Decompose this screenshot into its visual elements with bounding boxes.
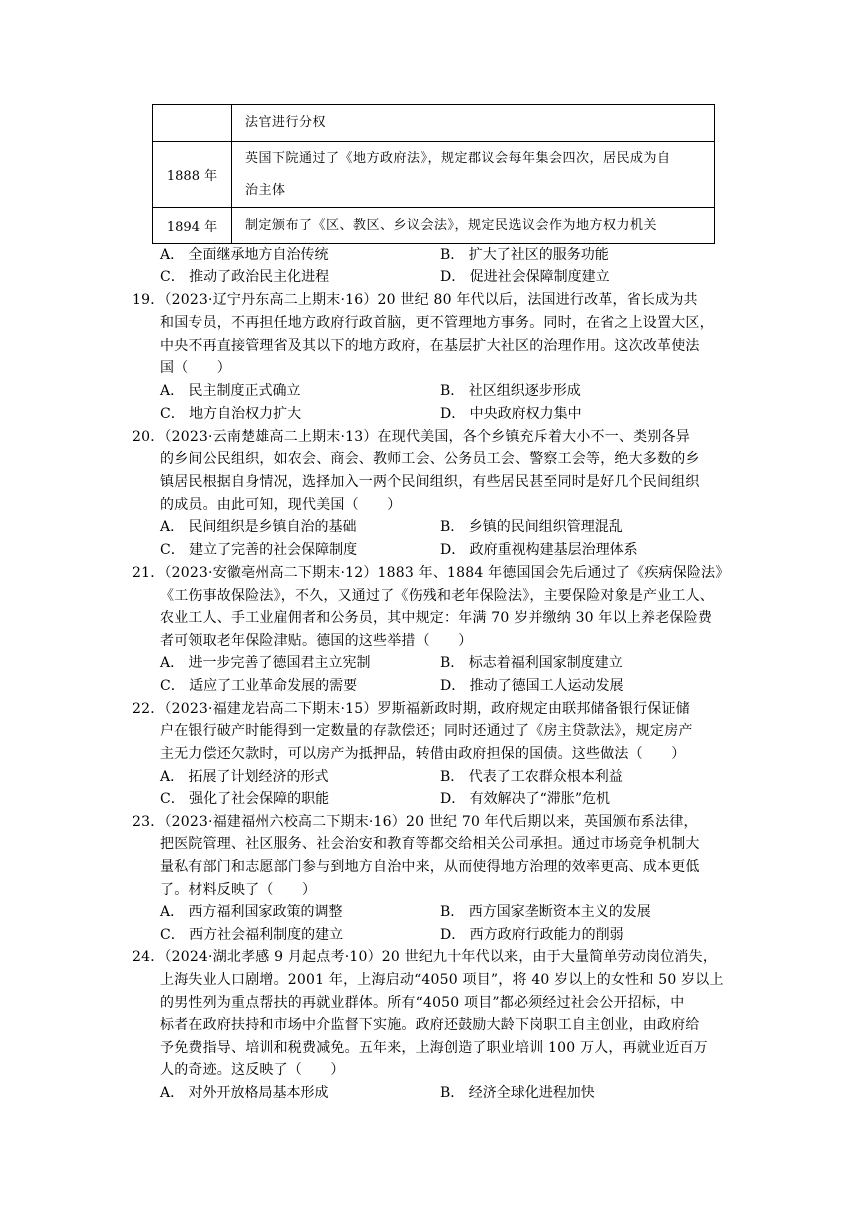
q18-option-d[interactable]: D． 促进社会保障制度建立 [440, 269, 610, 285]
q20-stem-line: 镇居民根据自身情况，选择加入一两个民间组织，有些居民甚至同时是好几个民间组织 [160, 474, 700, 490]
q20-option-d[interactable]: D． 政府重视构建基层治理体系 [440, 542, 638, 558]
q19-stem-line: 19．（2023·辽宁丹东高二上期末·16）20 世纪 80 年代以后，法国进行改革，省长成为共 [132, 292, 698, 308]
q24-stem-line: 的男性列为重点帮扶的再就业群体。所有“4050 项目”都必须经过社会公开招标，中 [160, 995, 685, 1011]
table-row [153, 105, 715, 142]
q22-option-b[interactable]: B． 代表了工农群众根本利益 [440, 769, 623, 785]
q21-stem-line: 21．（2023·安徽亳州高二下期末·12）1883 年、1884 年德国国会先后通过了《疾病保险法》 [132, 565, 730, 581]
q20-stem-line: 的成员。由此可知，现代美国（ ） [160, 497, 402, 513]
q19-option-d[interactable]: D． 中央政府权力集中 [440, 406, 582, 422]
q24-option-b[interactable]: B． 经济全球化进程加快 [440, 1085, 595, 1101]
q20-option-a[interactable]: A． 民间组织是乡镇自治的基础 [160, 519, 357, 535]
q23-option-b[interactable]: B． 西方国家垄断资本主义的发展 [440, 904, 651, 920]
event-cell [232, 208, 715, 244]
event-line: 法官进行分权 [245, 115, 327, 130]
q21-stem-line: 者可领取老年保险津贴。德国的这些举措（ ） [160, 633, 473, 649]
q20-option-c[interactable]: C． 建立了完善的社会保障制度 [160, 542, 358, 558]
q18-option-b[interactable]: B． 扩大了社区的服务功能 [440, 247, 609, 263]
q21-stem-line: 《工伤事故保险法》，不久，又通过了《伤残和老年保险法》，主要保险对象是产业工人、 [160, 588, 714, 604]
q20-option-b[interactable]: B． 乡镇的民间组织管理混乱 [440, 519, 623, 535]
q18-option-a[interactable]: A． 全面继承地方自治传统 [160, 247, 329, 263]
q22-option-d[interactable]: D． 有效解决了“滞胀”危机 [440, 791, 610, 807]
year-cell: 1894 年 [153, 208, 232, 244]
table-row [153, 208, 715, 244]
q24-stem-line: 标者在政府扶持和市场中介监督下实施。政府还鼓励大龄下岗职工自主创业，由政府给 [160, 1017, 700, 1033]
q19-stem-line: 和国专员，不再担任地方政府行政首脑，更不管理地方事务。同时，在省之上设置大区， [160, 315, 714, 331]
q18-option-c[interactable]: C． 推动了政治民主化进程 [160, 269, 330, 285]
event-line: 英国下院通过了《地方政府法》，规定郡议会每年集会四次，居民成为自 [245, 150, 671, 166]
q21-option-a[interactable]: A． 进一步完善了德国君主立宪制 [160, 655, 371, 671]
q24-stem-line: 予免费指导、培训和税费减免。五年来，上海创造了职业培训 100 万人，再就业近百万 [160, 1040, 708, 1056]
q23-option-c[interactable]: C． 西方社会福利制度的建立 [160, 927, 344, 943]
q22-stem-line: 22．（2023·福建龙岩高二下期末·15）罗斯福新政时期，政府规定由联邦储备银行保证储 [132, 701, 690, 717]
q24-stem-line: 24．（2024·湖北孝感 9 月起点考·10）20 世纪九十年代以来，由于大量简单劳动岗位消失， [132, 949, 718, 965]
q19-option-b[interactable]: B． 社区组织逐步形成 [440, 383, 581, 399]
q23-stem-line: 23．（2023·福建福州六校高二下期末·16）20 世纪 70 年代后期以来，英国颁布系法律， [132, 814, 698, 830]
event-line: 制定颁布了《区、教区、乡议会法》，规定民选议会作为地方权力机关 [245, 217, 658, 233]
q23-stem-line: 了。材料反映了（ ） [160, 882, 317, 898]
q20-stem-line: 20．（2023·云南楚雄高二上期末·13）在现代美国，各个乡镇充斥着大小不一、类别各异 [132, 429, 690, 445]
q19-stem-line: 中央不再直接管理省及其以下的地方政府，在基层扩大社区的治理作用。这次改革使法 [160, 338, 700, 354]
table-row [153, 142, 715, 208]
q19-option-c[interactable]: C． 地方自治权力扩大 [160, 406, 302, 422]
q23-option-d[interactable]: D． 西方政府行政能力的削弱 [440, 927, 624, 943]
q22-stem-line: 主无力偿还欠款时，可以房产为抵押品，转借由政府担保的国债。这些做法（ ） [160, 746, 686, 762]
q21-option-b[interactable]: B． 标志着福利国家制度建立 [440, 655, 623, 671]
q22-stem-line: 户在银行破产时能得到一定数量的存款偿还；同时还通过了《房主贷款法》，规定房产 [160, 723, 693, 739]
event-cell [232, 105, 715, 142]
q23-stem-line: 量私有部门和志愿部门参与到地方自治中来，从而使得地方治理的效率更高、成本更低 [160, 859, 700, 875]
event-cell [232, 142, 715, 208]
q19-stem-line: 国（ ） [160, 360, 231, 376]
q21-stem-line: 农业工人、手工业雇佣者和公务员，其中规定：年满 70 岁并缴纳 30 年以上养老保险费 [160, 610, 713, 626]
q23-option-a[interactable]: A． 西方福利国家政策的调整 [160, 904, 343, 920]
q24-option-a[interactable]: A． 对外开放格局基本形成 [160, 1085, 329, 1101]
q22-option-a[interactable]: A． 拓展了计划经济的形式 [160, 769, 329, 785]
q20-stem-line: 的乡间公民组织，如农会、商会、教师工会、公务员工会、警察工会等，绝大多数的乡 [160, 451, 700, 467]
year-cell: 1888 年 [153, 142, 232, 208]
q24-stem-line: 上海失业人口剧增。2001 年，上海启动“4050 项目”，将 40 岁以上的女性和 50 岁以上 [160, 972, 724, 988]
year-cell [153, 105, 232, 142]
q24-stem-line: 人的奇迹。这反映了（ ） [160, 1062, 345, 1078]
history-table [152, 104, 715, 244]
event-line: 治主体 [245, 182, 286, 198]
q23-stem-line: 把医院管理、社区服务、社会治安和教育等都交给相关公司承担。通过市场竞争机制大 [160, 836, 700, 852]
q22-option-c[interactable]: C． 强化了社会保障的职能 [160, 791, 330, 807]
q21-option-c[interactable]: C． 适应了工业革命发展的需要 [160, 678, 358, 694]
q21-option-d[interactable]: D． 推动了德国工人运动发展 [440, 678, 624, 694]
q19-option-a[interactable]: A． 民主制度正式确立 [160, 383, 301, 399]
